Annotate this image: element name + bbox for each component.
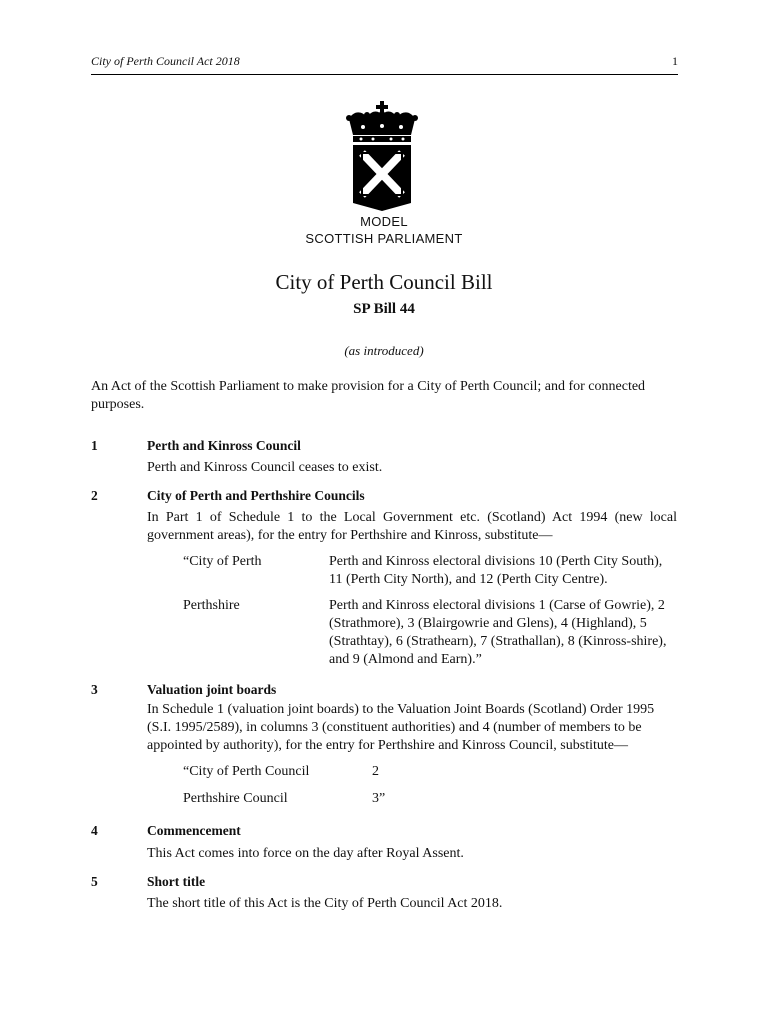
section-text: The short title of this Act is the City of Perth Council Act 2018. xyxy=(147,896,503,911)
substitution-area-name: “City of Perth xyxy=(183,554,262,569)
section-text: This Act comes into force on the day after Royal Assent. xyxy=(147,846,464,861)
bill-title: City of Perth Council Bill xyxy=(275,270,493,294)
board-member-count: 3” xyxy=(372,791,386,806)
section-number: 4 xyxy=(91,823,98,838)
section-text: Perth and Kinross Council ceases to exist. xyxy=(147,460,383,475)
parliament-name-line1: MODEL xyxy=(360,214,408,229)
section-heading: City of Perth and Perthshire Councils xyxy=(147,488,365,503)
substitution-area-divisions: Perth and Kinross electoral divisions 1 (Carse of Gowrie), 2 (Strathmore), 3 (Blairgowrie and Glens), 4 (Highland), 5 (Strathtay), 6 (Strathearn), 7 (Strathallan), 8 (Kinross-shire), and 9 (Almond and Earn).” xyxy=(329,598,667,667)
parliament-name-line2: SCOTTISH PARLIAMENT xyxy=(305,231,463,246)
substitution-area-divisions: Perth and Kinross electoral divisions 10 (Perth City South), 11 (Perth City North), and 12 (Perth City Centre). xyxy=(329,554,663,587)
section-heading: Valuation joint boards xyxy=(147,682,277,697)
section-number: 2 xyxy=(91,488,98,503)
substitution-area-name: Perthshire xyxy=(183,598,240,613)
running-header-title: City of Perth Council Act 2018 xyxy=(91,54,240,68)
running-header xyxy=(91,54,678,75)
long-title: An Act of the Scottish Parliament to make provision for a City of Perth Council; and for connected purposes. xyxy=(91,379,646,412)
section-text: In Schedule 1 (valuation joint boards) to the Valuation Joint Boards (Scotland) Order 1995 (S.I. 1995/2589), in columns 3 (constituent authorities) and 4 (number of members to be appointed by authority), for the entry for Perthshire and Kinross Council, substitute— xyxy=(147,702,655,753)
section-number: 1 xyxy=(91,438,98,453)
bill-number: SP Bill 44 xyxy=(353,301,415,317)
section-heading: Commencement xyxy=(147,823,241,838)
section-heading: Short title xyxy=(147,874,206,889)
board-member-count: 2 xyxy=(372,764,379,779)
section-number: 3 xyxy=(91,682,98,697)
board-authority-name: Perthshire Council xyxy=(183,791,288,806)
bill-stage: (as introduced) xyxy=(344,343,424,358)
board-authority-name: “City of Perth Council xyxy=(183,764,310,779)
page-number: 1 xyxy=(672,54,678,68)
section-text: In Part 1 of Schedule 1 to the Local Government etc. (Scotland) Act 1994 (new local government areas), for the entry for Perthshire and Kinross, substitute— xyxy=(147,510,677,543)
section-heading: Perth and Kinross Council xyxy=(147,438,301,453)
crown-and-saltire-emblem-icon xyxy=(345,101,419,211)
section-number: 5 xyxy=(91,874,98,889)
